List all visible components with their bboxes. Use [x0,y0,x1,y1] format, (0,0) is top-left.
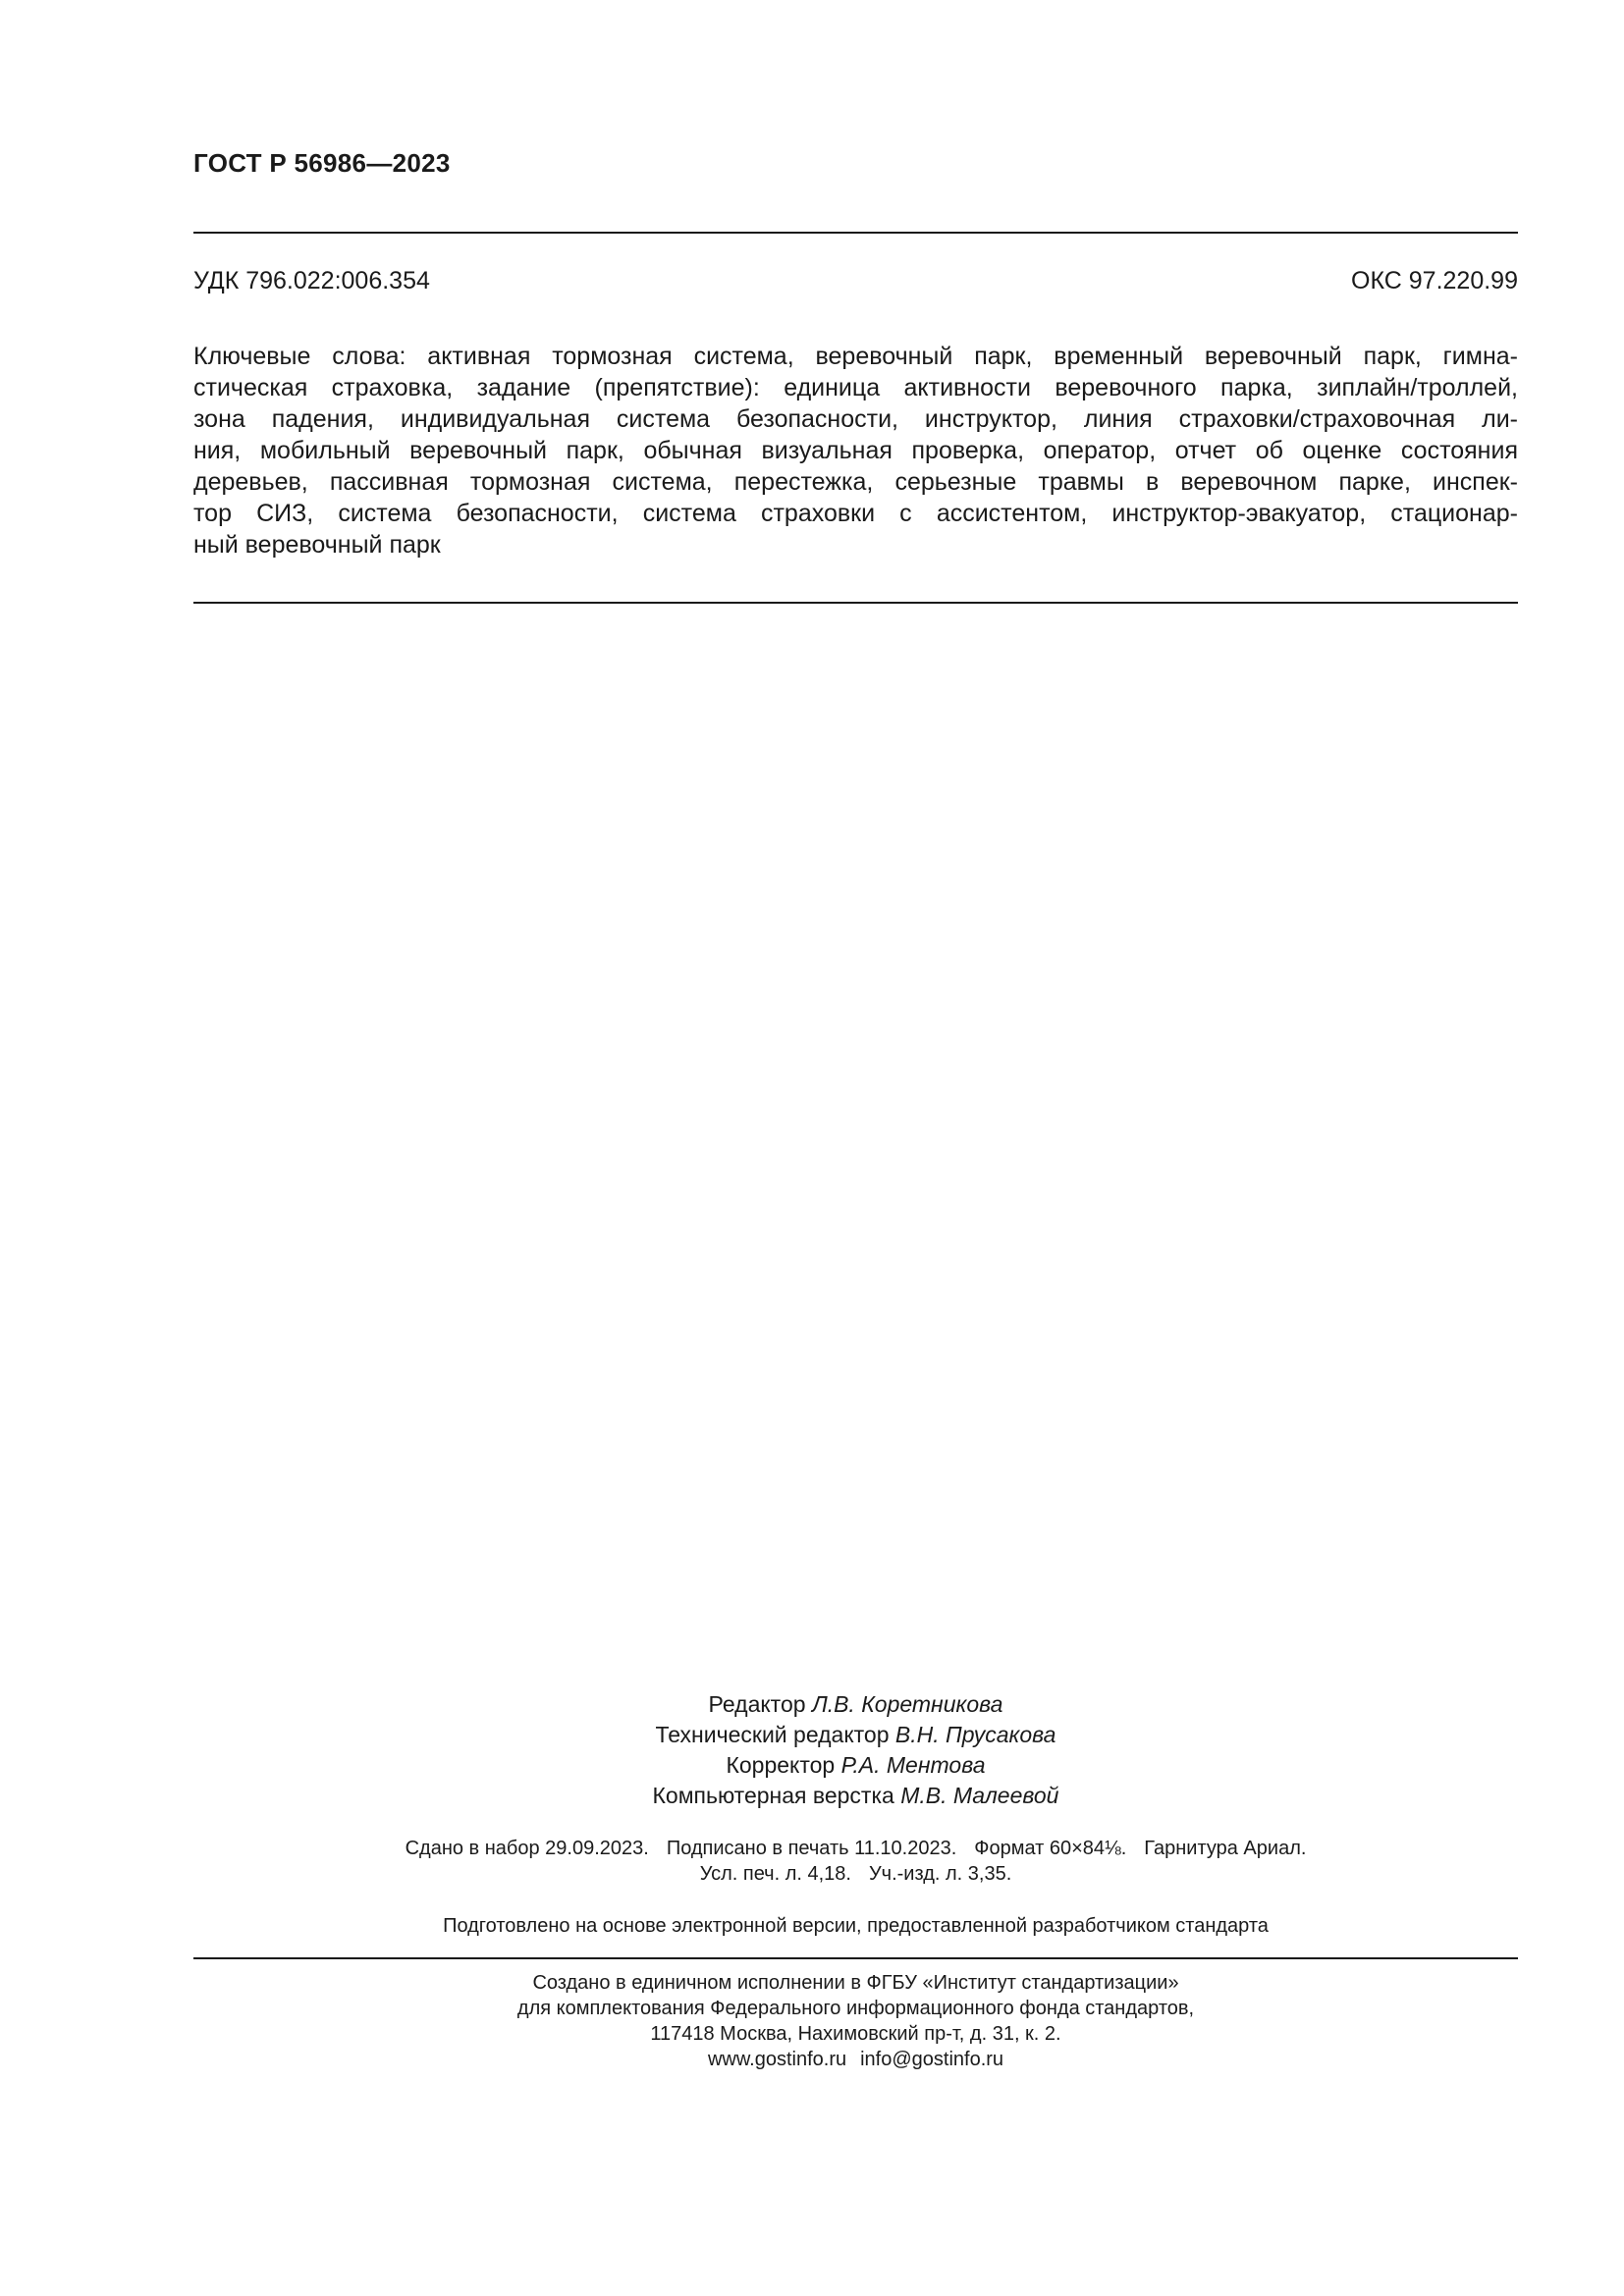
keywords-line: Ключевые слова: активная тормозная система, веревочный парк, временный веревочный парк, гимна- [193,343,1518,370]
prepared-note: Подготовлено на основе электронной версии, предоставленной разработчиком стандарта [443,1915,1269,1937]
classification-row [193,267,1518,295]
email-link[interactable]: info@gostinfo.ru [860,2049,1004,2070]
keywords-line: деревьев, пассивная тормозная система, перестежка, серьезные травмы в веревочном парке, инспек- [193,468,1518,496]
footer-contacts [193,2047,1518,2072]
print-info-line: Сдано в набор 29.09.2023. Подписано в печать 11.10.2023. Формат 60×84⅛. Гарнитура Ариал. [405,1838,1307,1859]
credits-block [193,1689,1518,1811]
credit-technical-editor: Технический редактор В.Н. Прусакова [655,1722,1056,1747]
footer-line: 117418 Москва, Нахимовский пр-т, д. 31, к. 2. [650,2023,1061,2045]
print-info [193,1836,1518,1887]
keywords-line: зона падения, индивидуальная система безопасности, инструктор, линия страховки/страховочная ли- [193,405,1518,433]
footer-line: для комплектования Федерального информационного фонда стандартов, [516,1998,1195,2019]
keywords-paragraph [193,341,1518,561]
oks-code: ОКС 97.220.99 [1351,267,1518,294]
credit-proofreader: Корректор Р.А. Ментова [726,1752,986,1778]
top-divider [193,232,1518,234]
bottom-divider [193,1957,1518,1959]
credit-editor: Редактор Л.В. Коретникова [708,1691,1003,1717]
standard-code: ГОСТ Р 56986—2023 [193,148,451,178]
keywords-line: стическая страховка, задание (препятствие): единица активности веревочного парка, зиплайн/троллей, [193,374,1518,401]
publisher-footer [193,1970,1518,2072]
middle-divider [193,602,1518,604]
footer-line: Создано в единичном исполнении в ФГБУ «Институт стандартизации» [532,1972,1179,1994]
keywords-line: ный веревочный парк [193,531,441,559]
keywords-line: тор СИЗ, система безопасности, система страховки с ассистентом, инструктор-эвакуатор, стационар- [193,500,1518,527]
credit-layout: Компьютерная верстка М.В. Малеевой [652,1783,1059,1808]
keywords-line: ния, мобильный веревочный парк, обычная визуальная проверка, оператор, отчет об оценке состояния [193,437,1518,464]
print-info-line: Усл. печ. л. 4,18. Уч.-изд. л. 3,35. [699,1863,1012,1885]
website-link[interactable]: www.gostinfo.ru [707,2049,847,2070]
udk-code: УДК 796.022:006.354 [193,267,430,294]
